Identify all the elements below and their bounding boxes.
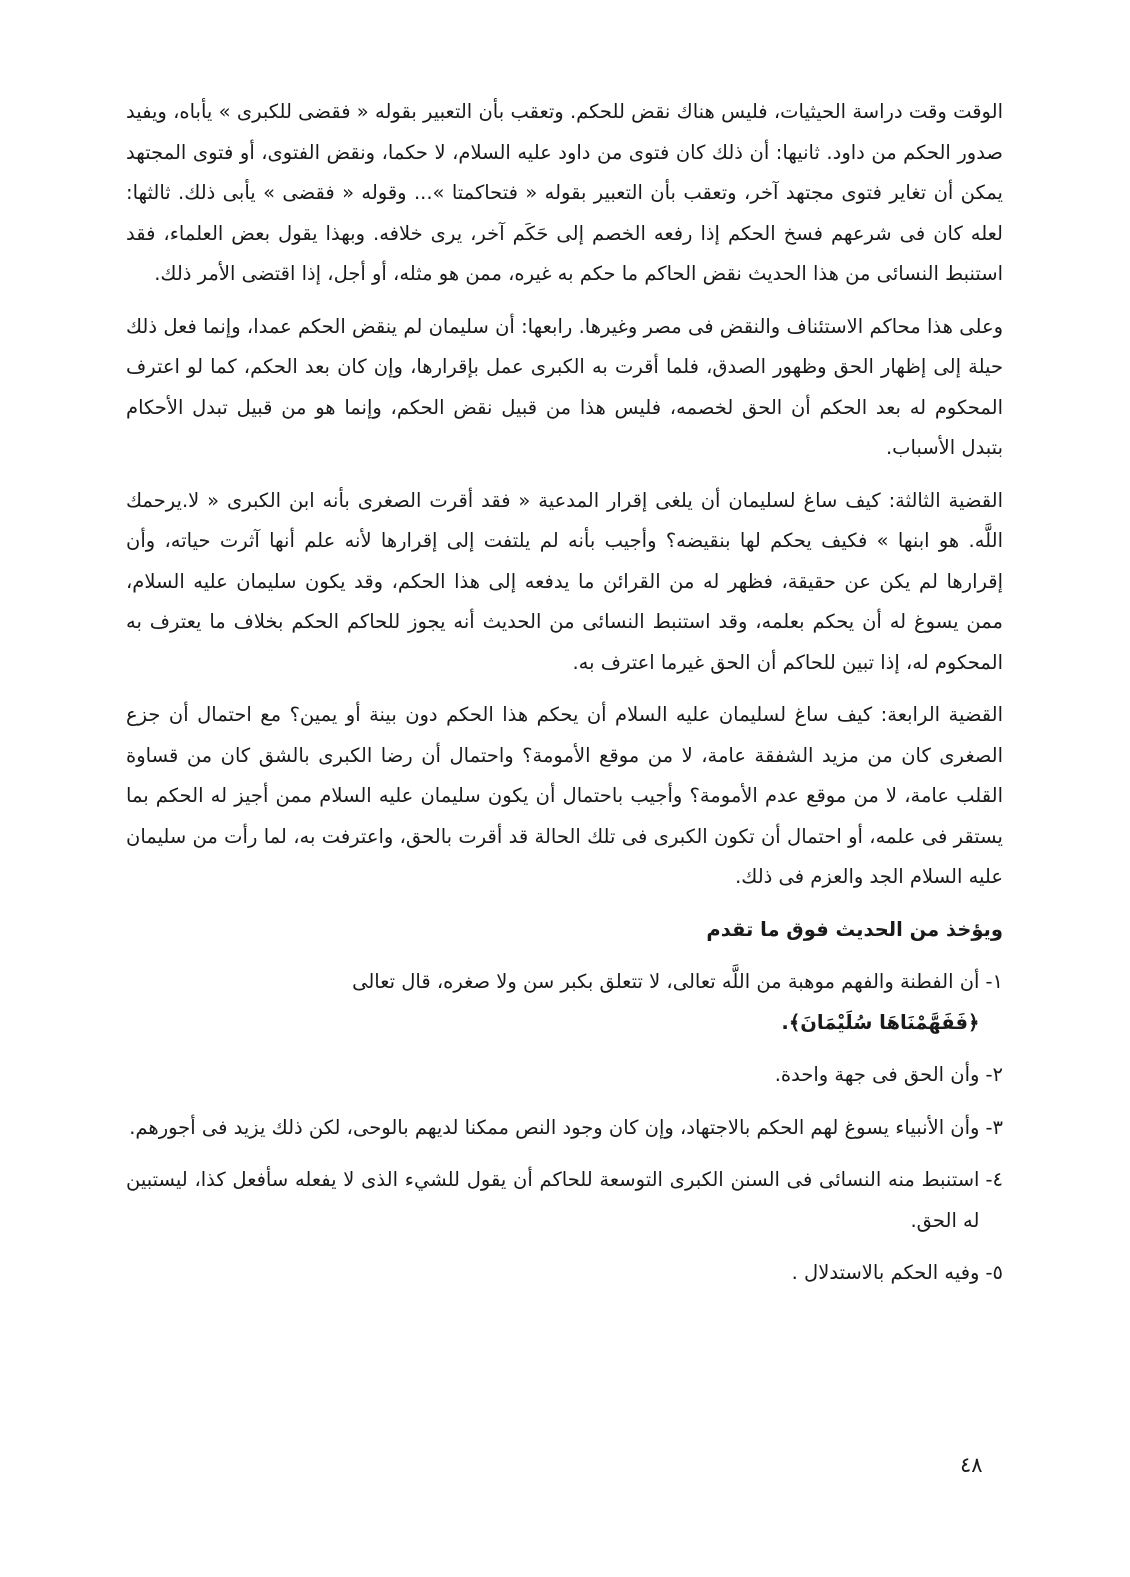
list-item-number: ٥-: [985, 1261, 1003, 1284]
list-item-body: أن الفطنة والفهم موهبة من اللَّه تعالى، لا تتعلق بكبر سن ولا صغره، قال تعالى: [352, 970, 980, 993]
list-item: [126, 1253, 1003, 1294]
page-body: [126, 92, 1003, 1306]
list-item: [126, 1108, 1003, 1149]
list-item-number: ٤-: [985, 1168, 1003, 1191]
paragraph-2: وعلى هذا محاكم الاستئناف والنقض فى مصر وغيرها. رابعها: أن سليمان لم ينقض الحكم عمدا، وإنما فعل ذلك حيلة إلى إظهار الحق وظهور الصدق، فلما أقرت به الكبرى عمل بإقرارها، وإن كان بعد الحكم، كما لو اعترف المحكوم له بعد الحكم أن الحق لخصمه، فليس هذا من قبيل نقض الحكم، وإنما هو من قبيل تبدل الأحكام بتبدل الأسباب.: [126, 314, 1003, 459]
list-item-text: استنبط منه النسائى فى السنن الكبرى التوسعة للحاكم أن يقول للشيء الذى لا يفعله سأفعل كذا، ليستبين له الحق.: [126, 1168, 980, 1232]
list-item-text: وأن الحق فى جهة واحدة.: [774, 1063, 980, 1086]
paragraph-1: الوقت وقت دراسة الحيثيات، فليس هناك نقض للحكم. وتعقب بأن التعبير بقوله « فقضى للكبرى » يأباه، ويفيد صدور الحكم من داود. ثانيها: أن ذلك كان فتوى من داود عليه السلام، لا حكما، ونقض الفتوى، أو فتوى المجتهد يمكن أن تغاير فتوى مجتهد آخر، وتعقب بأن التعبير بقوله « فتحاكمتا »... وقوله « فقضى » يأبى ذلك. ثالثها: لعله كان فى شرعهم فسخ الحكم إذا رفعه الخصم إلى حَكَم آخر، يرى خلافه. وبهذا يقول بعض العلماء، فقد استنبط النسائى من هذا الحديث نقض الحاكم ما حكم به غيره، ممن هو مثله، أو أجل، إذا اقتضى الأمر ذلك.: [126, 100, 1003, 285]
list-item-text: وأن الأنبياء يسوغ لهم الحكم بالاجتهاد، وإن كان وجود النص ممكنا لديهم بالوحى، لكن ذلك يزيد فى أجورهم.: [129, 1115, 980, 1139]
section-heading: ويؤخذ من الحديث فوق ما تقدم: [706, 917, 1003, 941]
list-item: [126, 1055, 1003, 1096]
list-item-number: ١-: [985, 970, 1003, 993]
list-item-text: [126, 962, 979, 1043]
paragraph-3: القضية الثالثة: كيف ساغ لسليمان أن يلغى إقرار المدعية « فقد أقرت الصغرى بأنه ابن الكبرى « لا.يرحمك اللَّه. هو ابنها » فكيف يحكم لها بنقيضه؟ وأجيب بأنه لم يلتفت إلى إقرارها لأنه علم أنها آثرت حياته، وأن إقرارها لم يكن عن حقيقة، فظهر له من القرائن ما يدفعه إلى هذا الحكم، وقد يكون سليمان عليه السلام، ممن يسوغ له أن يحكم بعلمه، وقد استنبط النسائى من الحديث أنه يجوز للحاكم الحكم بخلاف ما يعترف به المحكوم له، إذا تبين للحاكم أن الحق غيرما اعترف به.: [126, 488, 1003, 674]
quran-quote: ﴿فَفَهَّمْنَاهَا سُلَيْمَانَ﴾.: [781, 1010, 980, 1034]
list-item: [126, 1160, 1003, 1241]
list-item: [126, 962, 1003, 1043]
list-item-text: وفيه الحكم بالاستدلال .: [791, 1261, 980, 1284]
benefits-list: [126, 962, 1003, 1294]
list-item-number: ٣-: [985, 1115, 1003, 1139]
list-item-number: ٢-: [985, 1063, 1003, 1086]
paragraph-4: القضية الرابعة: كيف ساغ لسليمان عليه السلام أن يحكم هذا الحكم دون بينة أو يمين؟ مع احتمال أن جزع الصغرى كان من مزيد الشفقة عامة، لا من موقع الأمومة؟ واحتمال أن رضا الكبرى بالشق كان من قساوة القلب عامة، لا من موقع عدم الأمومة؟ وأجيب باحتمال أن يكون سليمان عليه السلام ممن أجيز له الحكم بما يستقر فى علمه، أو احتمال أن تكون الكبرى فى تلك الحالة قد أقرت بالحق، واعترفت به، لما رأت من سليمان عليه السلام الجد والعزم فى ذلك.: [126, 703, 1003, 888]
page-number: ٤٨: [960, 1453, 983, 1477]
